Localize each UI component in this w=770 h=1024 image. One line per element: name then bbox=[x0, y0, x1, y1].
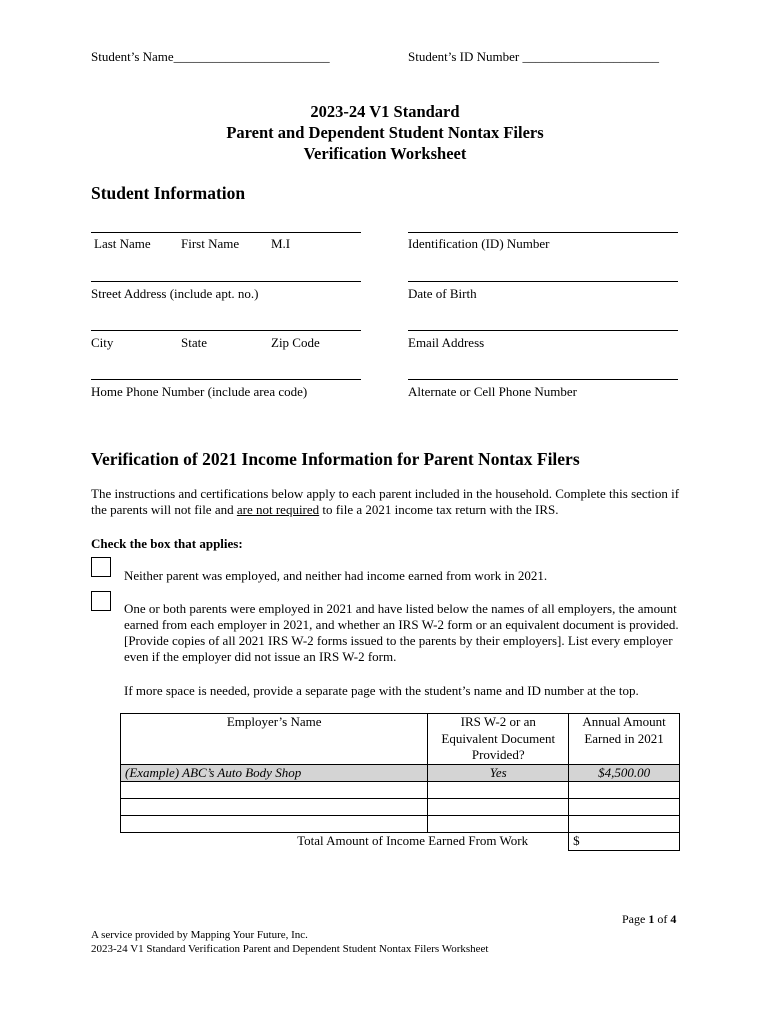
table-row-example bbox=[121, 764, 680, 782]
header-employer: Employer’s Name bbox=[121, 714, 428, 765]
option1-text: Neither parent was employed, and neither had income earned from work in 2021. bbox=[124, 568, 548, 583]
home-phone-line[interactable] bbox=[91, 379, 361, 380]
alt-phone-line[interactable] bbox=[408, 379, 678, 380]
total-label: Total Amount of Income Earned From Work bbox=[297, 833, 529, 848]
student-name-field[interactable]: Student’s Name________________________ bbox=[91, 49, 330, 64]
intro-text-1: The instructions and certifications below apply to each parent included in the household. Complete this section if the parents will not file and bbox=[91, 486, 680, 517]
state-label: State bbox=[181, 335, 207, 350]
employer-cell[interactable] bbox=[121, 782, 428, 799]
zip-label: Zip Code bbox=[271, 335, 320, 350]
option2-text: One or both parents were employed in 2021 and have listed below the names of all employers, the amount earned from each employer in 2021, and whether an IRS W-2 form or an equivalent document is provided. [Provide copies of all 2021 IRS W-2 forms issued to the parents by their employers]. List every employer even if the employer did not issue an IRS W-2 form. bbox=[124, 601, 679, 664]
footer-line-2: 2023-24 V1 Standard Verification Parent and Dependent Student Nontax Filers Worksheet bbox=[91, 943, 489, 955]
name-line[interactable] bbox=[91, 232, 361, 233]
more-space-note: If more space is needed, provide a separate page with the student’s name and ID number at the top. bbox=[124, 683, 639, 698]
table-header-row bbox=[121, 714, 680, 765]
example-w2: Yes bbox=[428, 764, 569, 782]
example-amount: $4,500.00 bbox=[569, 764, 680, 782]
title-line-1: 2023-24 V1 Standard bbox=[310, 102, 460, 121]
street-label: Street Address (include apt. no.) bbox=[91, 286, 259, 301]
option1-checkbox[interactable] bbox=[91, 557, 111, 577]
dob-label: Date of Birth bbox=[408, 286, 477, 301]
title-line-3: Verification Worksheet bbox=[303, 144, 467, 163]
id-number-line[interactable] bbox=[408, 232, 678, 233]
dob-line[interactable] bbox=[408, 281, 678, 282]
footer-line-1: A service provided by Mapping Your Future, Inc. bbox=[91, 929, 308, 941]
verification-heading: Verification of 2021 Income Information for Parent Nontax Filers bbox=[91, 449, 580, 469]
street-line[interactable] bbox=[91, 281, 361, 282]
title-line-2: Parent and Dependent Student Nontax Filers bbox=[226, 123, 544, 142]
student-info-heading: Student Information bbox=[91, 183, 246, 203]
mi-label: M.I bbox=[271, 236, 291, 251]
page-current: 1 bbox=[648, 912, 655, 926]
student-id-field[interactable]: Student’s ID Number _____________________ bbox=[408, 49, 659, 64]
employer-table bbox=[120, 713, 680, 851]
w2-cell[interactable] bbox=[428, 782, 569, 799]
intro-text-underlined: are not required bbox=[236, 502, 320, 517]
verification-intro bbox=[91, 486, 681, 518]
amount-cell[interactable] bbox=[569, 816, 680, 833]
header-w2: IRS W-2 or an Equivalent Document Provided? bbox=[428, 714, 569, 765]
city-line[interactable] bbox=[91, 330, 361, 331]
first-name-label: First Name bbox=[181, 236, 240, 251]
page-total: 4 bbox=[670, 912, 677, 926]
email-label: Email Address bbox=[408, 335, 485, 350]
city-label: City bbox=[91, 335, 114, 350]
home-phone-label: Home Phone Number (include area code) bbox=[91, 384, 308, 399]
check-heading: Check the box that applies: bbox=[91, 536, 243, 551]
w2-cell[interactable] bbox=[428, 799, 569, 816]
total-value[interactable]: $ bbox=[569, 833, 680, 851]
page-number bbox=[622, 912, 676, 927]
header-amount: Annual Amount Earned in 2021 bbox=[569, 714, 680, 765]
id-number-label: Identification (ID) Number bbox=[408, 236, 550, 251]
table-total-row bbox=[121, 833, 680, 851]
email-line[interactable] bbox=[408, 330, 678, 331]
employer-cell[interactable] bbox=[121, 799, 428, 816]
intro-text-2: to file a 2021 income tax return with the IRS. bbox=[319, 502, 559, 517]
option2-checkbox[interactable] bbox=[91, 591, 111, 611]
employer-cell[interactable] bbox=[121, 816, 428, 833]
example-employer: (Example) ABC’s Auto Body Shop bbox=[121, 764, 428, 782]
alt-phone-label: Alternate or Cell Phone Number bbox=[408, 384, 577, 399]
amount-cell[interactable] bbox=[569, 799, 680, 816]
page-of: of bbox=[654, 912, 671, 926]
last-name-label: Last Name bbox=[94, 236, 151, 251]
page-prefix: Page bbox=[622, 912, 649, 926]
table-row[interactable] bbox=[121, 816, 680, 833]
table-row[interactable] bbox=[121, 799, 680, 816]
amount-cell[interactable] bbox=[569, 782, 680, 799]
table-row[interactable] bbox=[121, 782, 680, 799]
w2-cell[interactable] bbox=[428, 816, 569, 833]
